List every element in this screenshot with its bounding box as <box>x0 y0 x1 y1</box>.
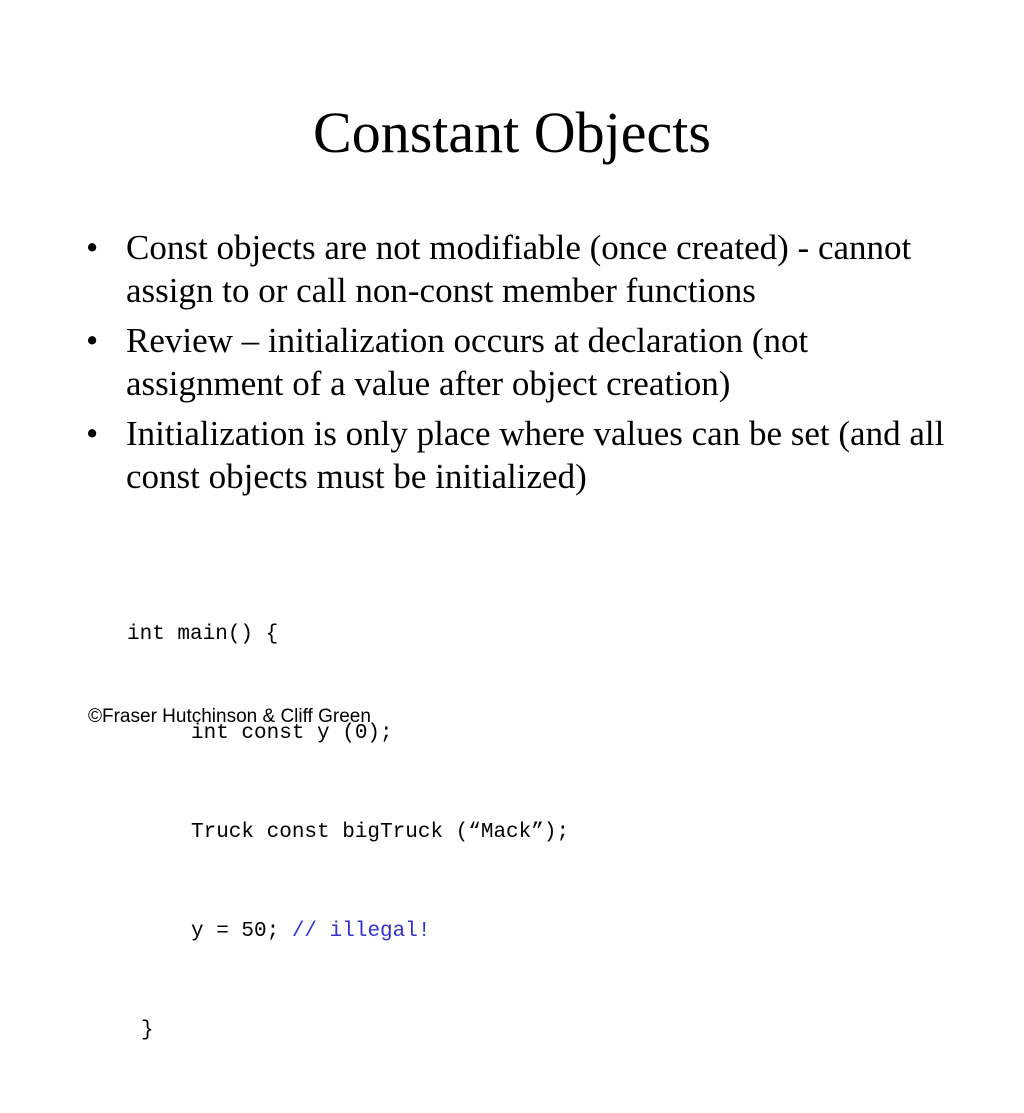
bullet-marker: • <box>86 321 99 360</box>
bullet-item <box>86 226 946 312</box>
code-block <box>127 552 569 1113</box>
slide-title: Constant Objects <box>313 100 711 165</box>
bullet-text: Const objects are not modifiable (once created) - cannot assign to or call non-const member functions <box>126 228 912 310</box>
bullet-marker: • <box>86 228 99 267</box>
code-statement: y = 50; <box>191 920 292 943</box>
copyright-footer: ©Fraser Hutchinson & Cliff Green <box>88 706 371 727</box>
code-line: } <box>141 1019 154 1042</box>
code-line <box>127 915 569 948</box>
bullet-list <box>86 226 946 505</box>
code-line: Truck const bigTruck (“Mack”); <box>191 821 570 844</box>
code-comment: // illegal! <box>291 920 431 943</box>
bullet-text: Review – initialization occurs at declaration (not assignment of a value after object creation) <box>126 321 809 403</box>
bullet-marker: • <box>86 414 99 453</box>
code-line: int main() { <box>127 623 279 646</box>
bullet-text: Initialization is only place where values can be set (and all const objects must be initialized) <box>126 414 945 496</box>
bullet-item <box>86 319 946 405</box>
code-line: int const y (0); <box>191 722 393 745</box>
bullet-item <box>86 412 946 498</box>
